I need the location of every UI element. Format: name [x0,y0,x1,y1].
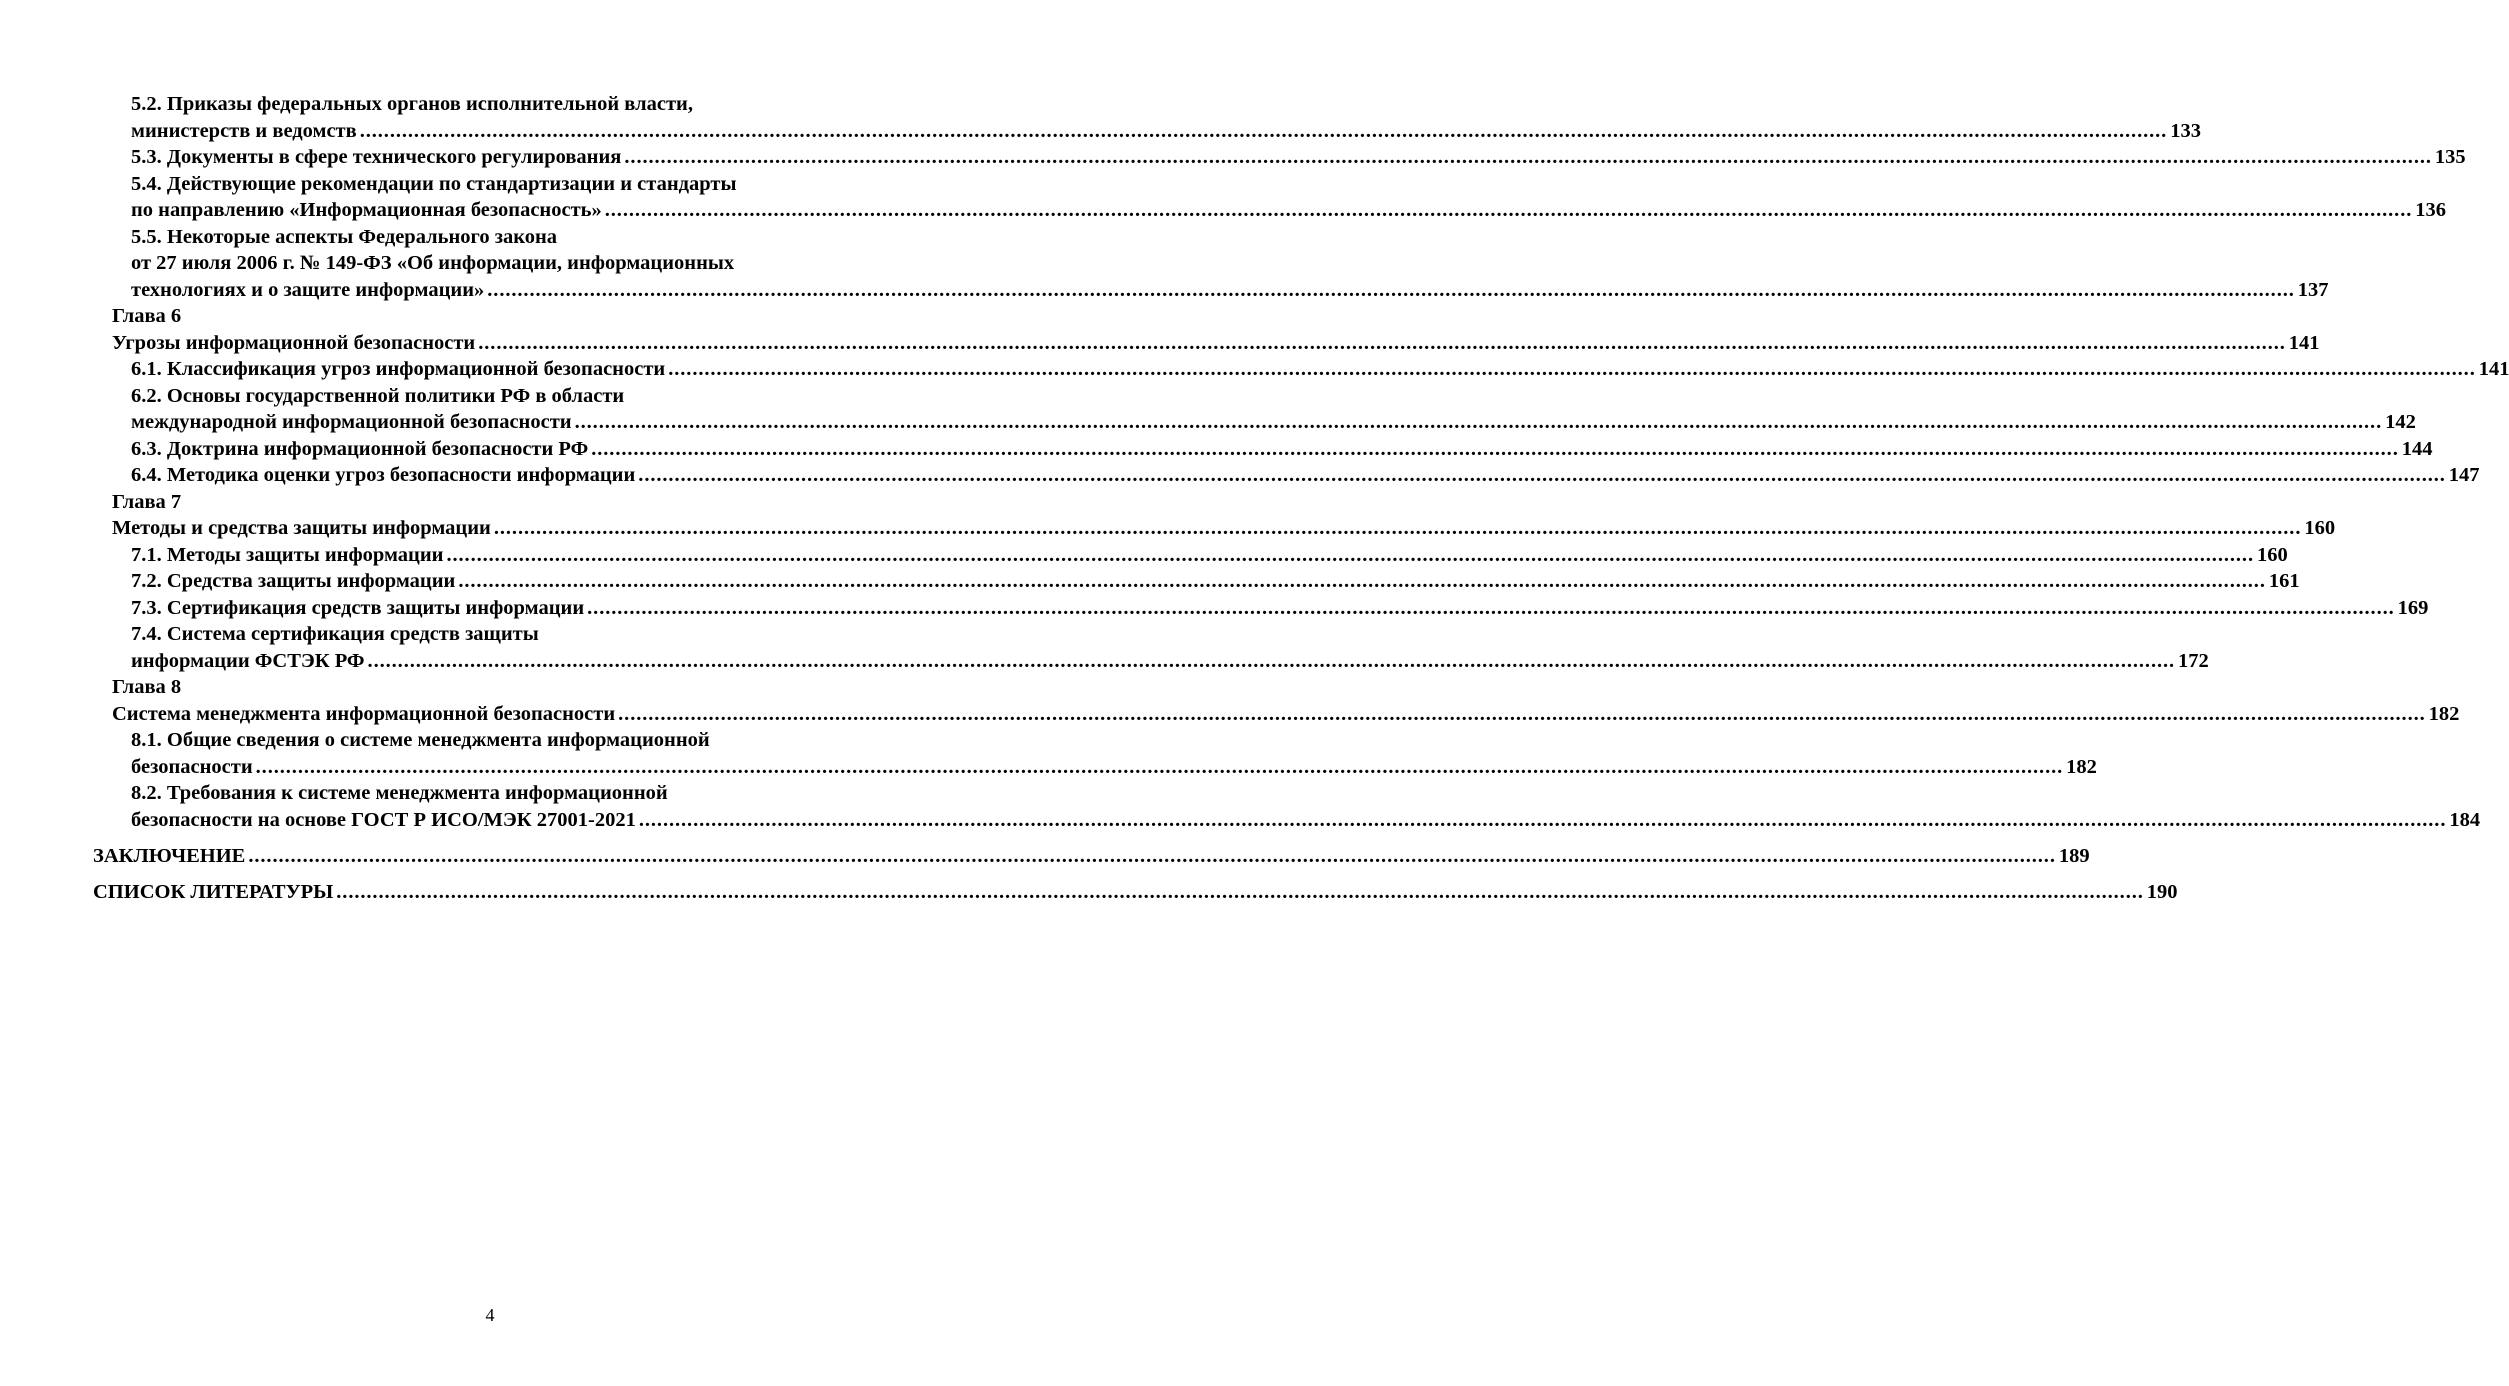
toc-page-number: 160 [2304,517,2336,539]
toc-heading-line: 8.1. Общие сведения о системе менеджмента информационной [131,729,710,751]
toc-page-number: 161 [2268,570,2300,592]
toc-entry-title: 6.1. Классификация угроз информационной безопасности [131,358,666,380]
toc-heading-line: Глава 7 [112,490,182,513]
toc-heading-line: Глава 8 [112,676,182,698]
toc-entry [93,754,2097,781]
toc-entry [93,330,2320,357]
toc-page-number: 169 [2397,596,2429,619]
toc-heading-line: 7.4. Система сертификация средств защиты [131,623,539,645]
toc-entry-title: СПИСОК ЛИТЕРАТУРЫ [93,880,334,903]
table-of-contents [93,91,2509,905]
toc-entry [93,701,2460,728]
toc-heading-line: Глава 6 [112,305,182,327]
dot-leader: ............................................................................................................................................................................................................................................................................................................ [638,464,2446,486]
dot-leader: ............................................................................................................................................................................................................................................................................................................ [359,119,2168,142]
toc-entry [93,595,2429,622]
toc-entry [93,648,2209,675]
toc-entry [93,568,2300,595]
dot-leader: ............................................................................................................................................................................................................................................................................................................ [624,146,2432,168]
page-number: 4 [485,1305,495,1325]
toc-entry-title: 7.1. Методы защиты информации [131,543,444,566]
toc-entry-title: информации ФСТЭК РФ [131,649,365,672]
toc-entry-title: Методы и средства защиты информации [112,517,491,539]
toc-page-number: 142 [2385,411,2416,433]
dot-leader: ............................................................................................................................................................................................................................................................................................................ [574,411,2383,433]
toc-page-number: 141 [2288,331,2320,354]
dot-leader: ............................................................................................................................................................................................................................................................................................................ [587,596,2395,619]
dot-leader: ............................................................................................................................................................................................................................................................................................................ [487,278,2295,301]
toc-entry [93,807,2481,834]
toc-entry-title: безопасности [131,755,253,778]
toc-entry [93,542,2288,569]
toc-heading-line: от 27 июля 2006 г. № 149-ФЗ «Об информации, информационных [131,252,735,274]
toc-page-number: 182 [2428,702,2460,725]
toc-entry-title: международной информационной безопасности [131,411,572,433]
dot-leader: ............................................................................................................................................................................................................................................................................................................ [458,570,2266,592]
toc-page-number: 144 [2401,437,2433,460]
toc-entry-title: безопасности на основе ГОСТ Р ИСО/МЭК 27001-2021 [131,808,636,831]
toc-entry-title: 6.3. Доктрина информационной безопасности РФ [131,437,589,460]
toc-page-number: 190 [2146,880,2178,903]
toc-entry-title: 7.3. Сертификация средств защиты информации [131,596,585,619]
dot-leader: ............................................................................................................................................................................................................................................................................................................ [248,844,2056,867]
toc-entry-title: 7.2. Средства защиты информации [131,570,456,592]
dot-leader: ............................................................................................................................................................................................................................................................................................................ [336,880,2144,903]
dot-leader: ............................................................................................................................................................................................................................................................................................................ [446,543,2254,566]
toc-page-number: 136 [2415,199,2446,221]
toc-heading-line: 5.5. Некоторые аспекты Федерального закона [131,225,558,248]
toc-entry [93,277,2329,304]
toc-entry-title: ЗАКЛЮЧЕНИЕ [93,844,246,867]
toc-heading-line: 5.2. Приказы федеральных органов исполнительной власти, [131,93,693,115]
dot-leader: ............................................................................................................................................................................................................................................................................................................ [493,517,2302,539]
toc-entry [93,118,2201,145]
toc-entry [93,515,2336,542]
dot-leader: ............................................................................................................................................................................................................................................................................................................ [478,331,2286,354]
dot-leader: ............................................................................................................................................................................................................................................................................................................ [638,808,2447,831]
dot-leader: ............................................................................................................................................................................................................................................................................................................ [604,199,2413,221]
toc-entry-title: Угрозы информационной безопасности [112,331,476,354]
dot-leader: ............................................................................................................................................................................................................................................................................................................ [618,702,2426,725]
toc-heading-line: 5.4. Действующие рекомендации по стандартизации и стандарты [131,172,737,195]
toc-page-number: 147 [2448,464,2480,486]
toc-entry-title: министерств и ведомств [131,119,357,142]
toc-page-number: 189 [2058,844,2090,867]
toc-page-number: 160 [2256,543,2288,566]
toc-entry [93,462,2480,489]
toc-entry-title: 6.4. Методика оценки угроз безопасности информации [131,464,636,486]
toc-entry [93,356,2509,383]
toc-entry [93,144,2466,171]
dot-leader: ............................................................................................................................................................................................................................................................................................................ [668,358,2476,380]
toc-entry [93,843,2090,870]
toc-entry-title: технологиях и о защите информации» [131,278,485,301]
toc-page-number: 172 [2178,649,2209,672]
toc-entry [93,197,2446,224]
toc-entry-title: по направлению «Информационная безопасность» [131,199,602,221]
toc-entry [93,879,2178,906]
dot-leader: ............................................................................................................................................................................................................................................................................................................ [591,437,2399,460]
dot-leader: ............................................................................................................................................................................................................................................................................................................ [367,649,2176,672]
toc-entry-title: Система менеджмента информационной безопасности [112,702,616,725]
toc-entry [93,436,2433,463]
toc-page-number: 133 [2170,119,2201,142]
dot-leader: ............................................................................................................................................................................................................................................................................................................ [255,755,2064,778]
toc-page-number: 135 [2434,146,2466,168]
toc-heading-line: 6.2. Основы государственной политики РФ в области [131,384,625,407]
toc-page-number: 137 [2297,278,2329,301]
toc-heading-line: 8.2. Требования к системе менеджмента информационной [131,782,668,804]
toc-page-number: 141 [2478,358,2509,380]
toc-entry-title: 5.3. Документы в сфере технического регулирования [131,146,622,168]
toc-page-number: 182 [2066,755,2097,778]
toc-page-number: 184 [2449,808,2481,831]
toc-entry [93,409,2416,436]
